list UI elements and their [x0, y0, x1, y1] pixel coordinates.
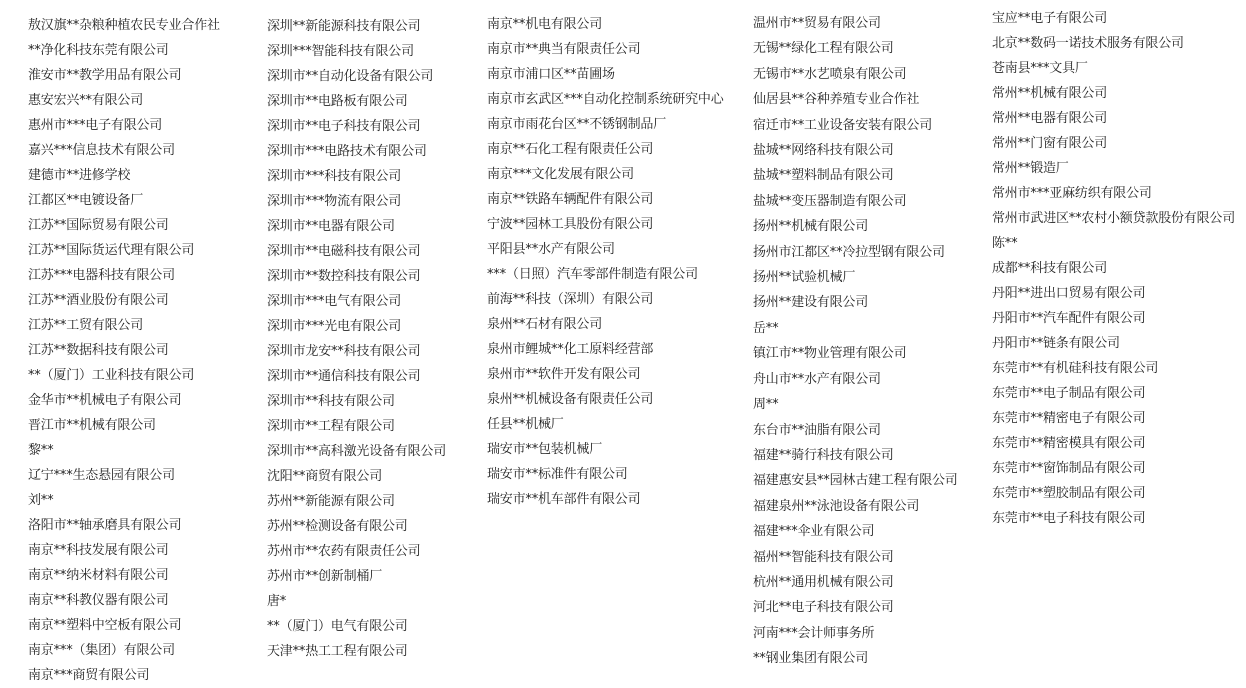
company-name: 泉州**机械设备有限责任公司 [487, 392, 654, 407]
company-name: 陈** [992, 236, 1018, 251]
company-name: 深圳市龙安**科技有限公司 [267, 344, 421, 359]
company-name: 嘉兴***信息技术有限公司 [28, 143, 175, 158]
company-name: 无锡市**水艺喷泉有限公司 [753, 66, 907, 82]
company-name: 黎** [28, 443, 54, 458]
company-name: 福建惠安县**园林古建工程有限公司 [753, 473, 958, 489]
company-name: **（厦门）电气有限公司 [267, 619, 408, 634]
company-list-column-4 [753, 11, 958, 672]
company-name: 深圳市***电路技术有限公司 [267, 144, 427, 159]
company-name: 深圳市**电器有限公司 [267, 219, 395, 234]
company-name: 泉州**石材有限公司 [487, 317, 603, 332]
company-name: 苏州**检测设备有限公司 [267, 519, 408, 534]
company-name: 辽宁***生态悬园有限公司 [28, 468, 175, 483]
company-name: 福建***伞业有限公司 [753, 524, 875, 540]
company-name: 东台市**油脂有限公司 [753, 422, 881, 438]
company-name: 深圳市**科技有限公司 [267, 394, 395, 409]
company-name: 南京**石化工程有限责任公司 [487, 142, 654, 157]
company-name: 深圳市**工程有限公司 [267, 419, 395, 434]
company-name: 南京市**典当有限责任公司 [487, 42, 641, 57]
company-name: 杭州**通用机械有限公司 [753, 574, 894, 590]
company-name: 宁波**园林工具股份有限公司 [487, 217, 654, 232]
company-name: 南京***（集团）有限公司 [28, 643, 175, 658]
company-name: 周** [753, 397, 779, 413]
company-name: 江苏**工贸有限公司 [28, 318, 144, 333]
company-name: 江苏**国际货运代理有限公司 [28, 243, 195, 258]
company-name: 东莞市**窗饰制品有限公司 [992, 461, 1146, 476]
company-list-column-5 [992, 6, 1235, 531]
company-name: 福州**智能科技有限公司 [753, 549, 894, 565]
company-name: **（厦门）工业科技有限公司 [28, 368, 195, 383]
company-name: 敖汉旗**杂粮种植农民专业合作社 [28, 18, 220, 33]
company-list-column-1 [28, 13, 220, 688]
company-name: 盐城**变压器制造有限公司 [753, 193, 907, 209]
company-name: 扬州**建设有限公司 [753, 295, 869, 311]
company-name: 深圳市***光电有限公司 [267, 319, 402, 334]
company-name: 盐城**塑料制品有限公司 [753, 168, 894, 184]
company-name: 镇江市**物业管理有限公司 [753, 346, 907, 362]
company-name: 泉州市鲤城**化工原料经营部 [487, 342, 654, 357]
company-name: 深圳市**高科激光设备有限公司 [267, 444, 447, 459]
company-name: 福建**骑行科技有限公司 [753, 447, 894, 463]
company-name: 江苏**数据科技有限公司 [28, 343, 169, 358]
company-name: **钢业集团有限公司 [753, 651, 869, 667]
company-name: 苏州市**创新制桶厂 [267, 569, 383, 584]
company-name: 温州市**贸易有限公司 [753, 16, 881, 31]
company-name: 南京***文化发展有限公司 [487, 167, 634, 182]
company-name: 福建泉州**泳池设备有限公司 [753, 498, 920, 514]
company-name: 东莞市**有机硅科技有限公司 [992, 361, 1159, 376]
company-name: 扬州**试验机械厂 [753, 270, 856, 286]
company-name: 仙居县**谷种养殖专业合作社 [753, 92, 920, 108]
company-name: 北京**数码一诺技术服务有限公司 [992, 36, 1184, 51]
company-name: 瑞安市**机车部件有限公司 [487, 492, 641, 507]
company-name: 常州**电器有限公司 [992, 111, 1108, 126]
company-name: 东莞市**电子制品有限公司 [992, 386, 1146, 401]
company-name: 建德市**进修学校 [28, 168, 131, 183]
company-name: 江苏**国际贸易有限公司 [28, 218, 169, 233]
company-name: 南京市浦口区**苗圃场 [487, 67, 615, 82]
company-name: 成都**科技有限公司 [992, 261, 1108, 276]
company-name: 前海**科技（深圳）有限公司 [487, 292, 654, 307]
company-name: 深圳市**通信科技有限公司 [267, 369, 421, 384]
company-name: 泉州市**软件开发有限公司 [487, 367, 641, 382]
company-name: 河北**电子科技有限公司 [753, 600, 894, 616]
company-name: 宝应**电子有限公司 [992, 11, 1108, 26]
company-name: 舟山市**水产有限公司 [753, 371, 881, 387]
company-name: 常州市武进区**农村小额贷款股份有限公司 [992, 211, 1236, 226]
company-name: 金华市**机械电子有限公司 [28, 393, 182, 408]
company-list-column-3 [487, 12, 724, 512]
company-name: 南京**机电有限公司 [487, 17, 603, 32]
company-name: 平阳县**水产有限公司 [487, 242, 615, 257]
company-name: 河南***会计师事务所 [753, 625, 875, 641]
company-name: 惠安宏兴**有限公司 [28, 93, 144, 108]
company-name: 淮安市**教学用品有限公司 [28, 68, 182, 83]
company-name: 东莞市**精密模具有限公司 [992, 436, 1146, 451]
company-name: 丹阳市**链条有限公司 [992, 336, 1120, 351]
company-name: 南京**铁路车辆配件有限公司 [487, 192, 654, 207]
company-name: 江都区**电镀设备厂 [28, 193, 144, 208]
company-name: 南京**科教仪器有限公司 [28, 593, 169, 608]
company-name: 深圳市**自动化设备有限公司 [267, 69, 434, 84]
company-name: ***（日照）汽车零部件制造有限公司 [487, 267, 698, 282]
company-name: 东莞市**精密电子有限公司 [992, 411, 1146, 426]
company-name: 晋江市**机械有限公司 [28, 418, 156, 433]
company-name: 任县**机械厂 [487, 417, 564, 432]
company-name: 常州**锻造厂 [992, 161, 1069, 176]
company-name: 深圳***智能科技有限公司 [267, 44, 414, 59]
company-name: 唐* [267, 594, 287, 609]
company-name: 无锡**绿化工程有限公司 [753, 41, 894, 57]
company-name: 南京**科技发展有限公司 [28, 543, 169, 558]
company-name: 岳** [753, 320, 779, 336]
company-name: 深圳市***电气有限公司 [267, 294, 402, 309]
company-name: 常州**机械有限公司 [992, 86, 1108, 101]
company-name: 深圳市**数控科技有限公司 [267, 269, 421, 284]
company-name: 苍南县***文具厂 [992, 61, 1088, 76]
company-name: 深圳市**电子科技有限公司 [267, 119, 421, 134]
company-list-column-2 [267, 14, 446, 664]
company-name: 常州市***亚麻纺织有限公司 [992, 186, 1152, 201]
company-name: 江苏**酒业股份有限公司 [28, 293, 169, 308]
company-name: 洛阳市**轴承磨具有限公司 [28, 518, 182, 533]
company-name: 深圳**新能源科技有限公司 [267, 19, 421, 34]
company-name: 深圳市***科技有限公司 [267, 169, 402, 184]
company-name: 常州**门窗有限公司 [992, 136, 1108, 151]
company-name: 瑞安市**包装机械厂 [487, 442, 603, 457]
company-name: 瑞安市**标准件有限公司 [487, 467, 628, 482]
company-name: 南京***商贸有限公司 [28, 668, 150, 683]
company-name: 南京市雨花台区**不锈钢制品厂 [487, 117, 667, 132]
company-name: 南京**塑料中空板有限公司 [28, 618, 182, 633]
company-name: 苏州市**农药有限责任公司 [267, 544, 421, 559]
company-name: 扬州市江都区**冷拉型钢有限公司 [753, 244, 945, 260]
company-name: 深圳市**电路板有限公司 [267, 94, 408, 109]
company-name: 南京市玄武区***自动化控制系统研究中心 [487, 92, 724, 107]
company-name: 江苏***电器科技有限公司 [28, 268, 175, 283]
company-name: 刘** [28, 493, 54, 508]
company-name: 苏州**新能源有限公司 [267, 494, 395, 509]
company-name: 深圳市***物流有限公司 [267, 194, 402, 209]
company-name: 南京**纳米材料有限公司 [28, 568, 169, 583]
company-name: 丹阳**进出口贸易有限公司 [992, 286, 1146, 301]
company-name: 扬州**机械有限公司 [753, 219, 869, 235]
company-name: 丹阳市**汽车配件有限公司 [992, 311, 1146, 326]
company-name: 深圳市**电磁科技有限公司 [267, 244, 421, 259]
company-name: 沈阳**商贸有限公司 [267, 469, 383, 484]
company-name: 东莞市**塑胶制品有限公司 [992, 486, 1146, 501]
company-name: 惠州市***电子有限公司 [28, 118, 163, 133]
company-name: 盐城**网络科技有限公司 [753, 143, 894, 159]
company-name: 东莞市**电子科技有限公司 [992, 511, 1146, 526]
company-name: 宿迁市**工业设备安装有限公司 [753, 117, 933, 133]
company-name: **净化科技东莞有限公司 [28, 43, 169, 58]
company-name: 天津**热工工程有限公司 [267, 644, 408, 659]
